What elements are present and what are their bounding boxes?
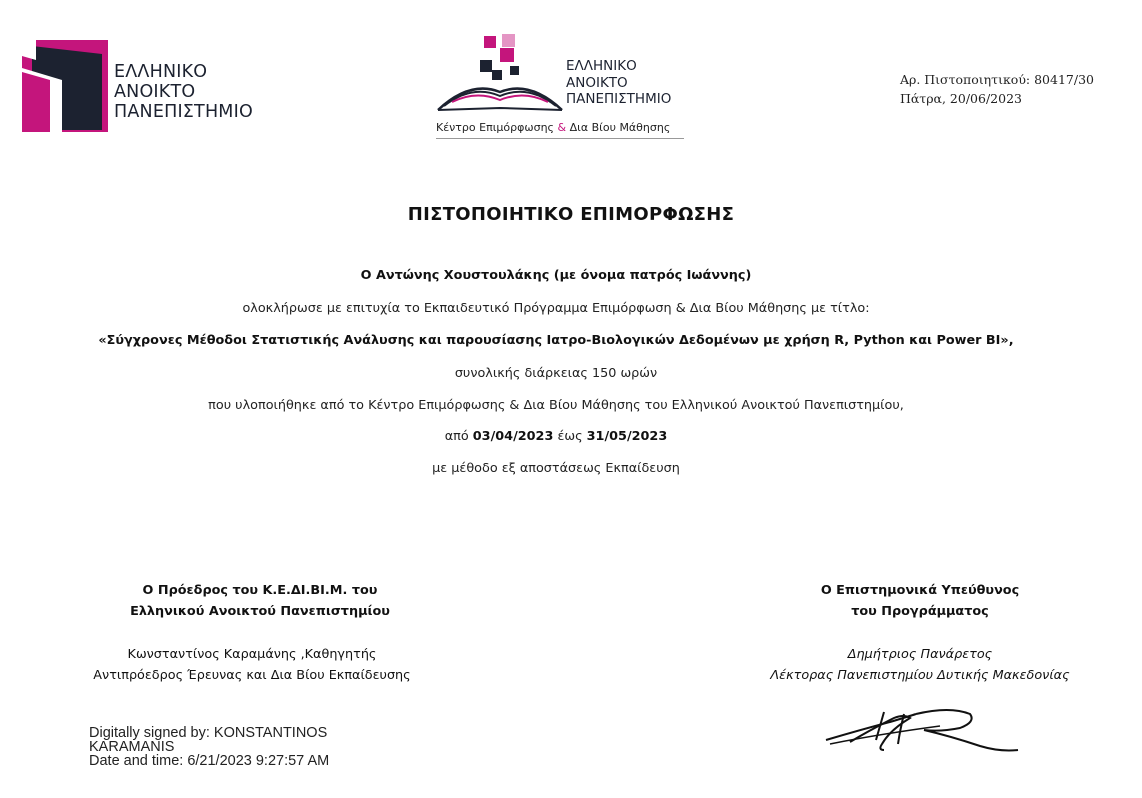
period-to-label: έως xyxy=(553,429,587,444)
left-head-line1: Ο Πρόεδρος του Κ.Ε.ΔΙ.ΒΙ.Μ. του xyxy=(142,583,378,598)
left-role-line: Αντιπρόεδρος Έρευνας και Δια Βίου Εκπαίδευσης xyxy=(93,668,411,683)
certificate-title: ΠΙΣΤΟΠΟΙΗΤΙΚΟ ΕΠΙΜΟΡΦΩΣΗΣ xyxy=(407,204,735,225)
right-signatory-title xyxy=(720,580,1120,622)
logo-center-line3: ΠΑΝΕΠΙΣΤΗΜΙΟ xyxy=(566,91,672,107)
handwritten-signature xyxy=(820,700,1030,770)
left-signatory-title xyxy=(60,580,460,622)
place-date: Πάτρα, 20/06/2023 xyxy=(899,91,1022,106)
subtitle-amp: & xyxy=(557,121,567,134)
logo-center-line1: ΕΛΛΗΝΙΚΟ xyxy=(566,58,637,74)
certificate-number: Αρ. Πιστοποιητικού: 80417/30 xyxy=(899,72,1094,87)
period-to: 31/05/2023 xyxy=(586,429,668,444)
digital-signature-line2: KARAMANIS xyxy=(89,739,175,755)
period-from: 03/04/2023 xyxy=(472,429,554,444)
digital-signature[interactable] xyxy=(89,726,329,768)
right-role-line: Λέκτορας Πανεπιστημίου Δυτικής Μακεδονίας xyxy=(770,668,1070,683)
open-book-icon xyxy=(430,30,570,120)
right-signatory-name xyxy=(720,644,1120,686)
right-head-line1: Ο Επιστημονικά Υπεύθυνος xyxy=(820,583,1020,598)
subtitle-pre: Κέντρο Επιμόρφωσης xyxy=(436,121,558,134)
kedivim-logo-text xyxy=(566,58,671,108)
program-title: «Σύγχρονες Μέθοδοι Στατιστικής Ανάλυσης και παρουσίασης Ιατρο-Βιολογικών Δεδομένων με χρήση R, Python και Power BI», xyxy=(98,333,1014,348)
digital-signature-line1: Digitally signed by: KONSTANTINOS xyxy=(89,725,328,741)
logo-left-line1: ΕΛΛΗΝΙΚΟ xyxy=(114,62,208,82)
left-signatory-name xyxy=(52,644,452,686)
logo-underline xyxy=(436,138,684,139)
kedivim-logo xyxy=(430,30,698,142)
certificate-meta xyxy=(900,70,1094,108)
right-name-line: Δημήτριος Πανάρετος xyxy=(847,647,993,662)
hou-emblem-icon xyxy=(22,40,108,132)
right-head-line2: του Προγράμματος xyxy=(851,604,989,619)
left-head-line2: Ελληνικού Ανοικτού Πανεπιστημίου xyxy=(130,604,390,619)
left-name-line: Κωνσταντίνος Καραμάνης ,Καθηγητής xyxy=(127,647,377,662)
digital-signature-line3: Date and time: 6/21/2023 9:27:57 AM xyxy=(89,753,330,769)
hou-logo-left-text xyxy=(114,62,253,122)
period xyxy=(0,429,1112,444)
logo-left-line2: ΑΝΟΙΚΤΟ xyxy=(114,82,196,102)
kedivim-subtitle xyxy=(436,121,670,134)
hou-logo-left xyxy=(22,40,262,132)
period-from-label: από xyxy=(444,429,473,444)
logo-left-line3: ΠΑΝΕΠΙΣΤΗΜΙΟ xyxy=(114,102,253,122)
method: με μέθοδο εξ αποστάσεως Εκπαίδευση xyxy=(432,461,680,476)
subtitle-post: Δια Βίου Μάθησης xyxy=(566,121,671,134)
logo-center-line2: ΑΝΟΙΚΤΟ xyxy=(566,74,628,91)
recipient: Ο Αντώνης Χουστουλάκης (με όνομα πατρός Ιωάννης) xyxy=(360,268,752,283)
implemented-by: που υλοποιήθηκε από το Κέντρο Επιμόρφωσης & Δια Βίου Μάθησης του Ελληνικού Ανοικτού Πανεπιστημίου, xyxy=(208,398,904,413)
completed-text: ολοκλήρωσε με επιτυχία το Εκπαιδευτικό Πρόγραμμα Επιμόρφωση & Δια Βίου Μάθησης με τίτλο: xyxy=(242,301,870,316)
duration: συνολικής διάρκειας 150 ωρών xyxy=(454,366,658,381)
